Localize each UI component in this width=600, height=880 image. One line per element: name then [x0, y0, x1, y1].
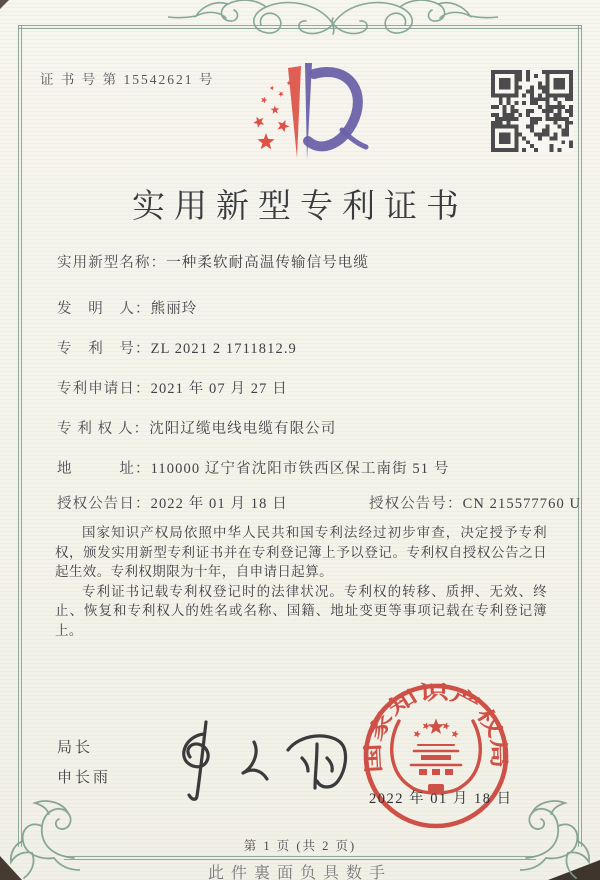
field-label: 发 明 人：: [57, 301, 151, 317]
field-label: 专利申请日：: [57, 381, 151, 397]
field-row-filing-date: [57, 377, 288, 398]
border-right: [578, 25, 582, 847]
field-value: 一种柔软耐高温传输信号电缆: [166, 255, 370, 271]
field-value: ZL 2021 2 1711812.9: [150, 341, 297, 357]
cutoff-text: 此件裏面负具数手: [207, 865, 392, 880]
field-row-grant: [57, 492, 600, 513]
field-row-patent-no: [57, 337, 297, 358]
grant-no-value: CN 215577760 U: [462, 496, 582, 512]
field-label: 地 址：: [57, 461, 151, 477]
seal-date: 2022 年 01 月 18 日: [369, 791, 513, 807]
director-signature: [148, 718, 353, 806]
page-footer: 第 1 页 (共 2 页): [243, 839, 357, 853]
director-name: 申长雨: [57, 770, 112, 786]
certificate-number: 证 书 号 第 15542621 号: [40, 72, 215, 87]
field-row-address: [57, 457, 449, 478]
cnipa-logo: [226, 58, 376, 168]
grant-no-label: 授权公告号：: [369, 496, 463, 512]
top-flourish-ornament: [168, 0, 498, 42]
field-label: 专 利 权 人：: [57, 421, 150, 437]
field-label: 专 利 号：: [57, 341, 151, 357]
qr-code: [491, 70, 573, 152]
legal-paragraph-1: 国家知识产权局依照中华人民共和国专利法经过初步审查，决定授予专利权，颁发实用新型专利证书并在专利登记簿上予以登记。专利权自授权公告之日起生效。专利权期限为十年，自申请日起算。: [55, 525, 547, 580]
field-value: 沈阳辽缆电线电缆有限公司: [149, 421, 337, 437]
field-row-inventor: [57, 297, 197, 318]
field-value: 2021 年 07 月 27 日: [150, 381, 288, 397]
border-left: [18, 25, 22, 847]
field-value: 熊丽玲: [150, 301, 198, 317]
official-seal: [361, 681, 511, 831]
photo-corner-top-left: [0, 0, 9, 9]
legal-paragraph-2: 专利证书记载专利权登记时的法律状况。专利权的转移、质押、无效、终止、恢复和专利权人的姓名或名称、国籍、地址变更等事项记载在专利登记簿上。: [55, 583, 547, 638]
legal-body-text: [55, 523, 547, 641]
grant-date-value: 2022 年 01 月 18 日: [150, 496, 288, 512]
seal-ring-text: 国家知识产权局: [362, 682, 510, 774]
field-row-name: [57, 251, 369, 272]
director-title: 局长: [57, 740, 94, 756]
field-value: 110000 辽宁省沈阳市铁西区保工南街 51 号: [150, 461, 450, 477]
border-bottom: [64, 856, 536, 860]
field-row-patentee: [57, 417, 336, 438]
grant-date-label: 授权公告日：: [57, 496, 151, 512]
field-label: 实用新型名称：: [57, 255, 167, 271]
certificate-title: 实用新型专利证书: [132, 189, 468, 225]
